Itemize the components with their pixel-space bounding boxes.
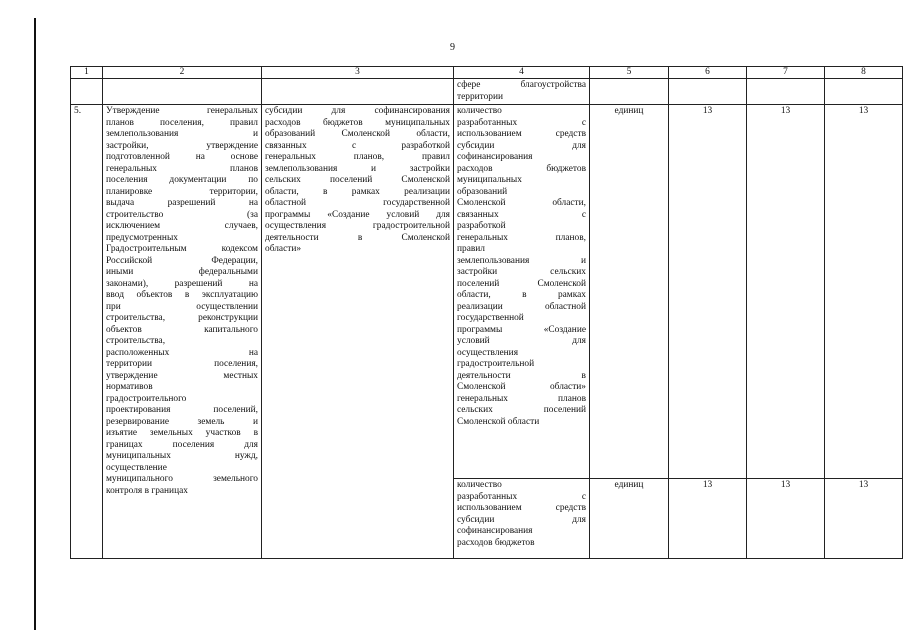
text-line: территории: [457, 91, 504, 102]
column-header: 7: [747, 67, 825, 79]
continuation-row: [71, 79, 903, 105]
text-line: Утверждение генеральных: [106, 106, 258, 116]
text-line: планировке территории,: [106, 186, 258, 197]
column-number-row: [71, 67, 903, 79]
text-line: выдача разрешений на: [106, 198, 258, 208]
text-line: ввод объектов в эксплуатацию: [106, 290, 258, 300]
text-line: разработкой: [457, 221, 506, 231]
row-number: 5.: [71, 105, 103, 559]
indicator-description: [454, 479, 590, 559]
authority-description: [103, 105, 262, 559]
text-line: муниципальных: [457, 175, 522, 185]
text-line: программы «Создание: [457, 324, 586, 335]
indicator-description: [454, 105, 590, 479]
text-line: образований Смоленской области,: [265, 129, 450, 139]
value-cell: 13: [669, 105, 747, 479]
text-line: государственной: [457, 313, 524, 323]
column-header: 6: [669, 67, 747, 79]
text-line: Смоленской области,: [457, 198, 586, 208]
text-line: правил: [457, 244, 485, 254]
text-line: сельских поселений Смоленской: [265, 175, 450, 185]
text-line: Смоленской области»: [457, 382, 586, 392]
column-header: 5: [590, 67, 669, 79]
text-line: проектирования поселений,: [106, 405, 258, 415]
text-line: контроля в границах: [106, 485, 188, 496]
page-number: 9: [450, 42, 455, 53]
text-line: муниципального земельного: [106, 474, 258, 484]
text-line: Российской Федерации,: [106, 255, 258, 266]
unit-cell: единиц: [590, 105, 669, 479]
text-line: изъятие земельных участков в: [106, 428, 258, 438]
text-line: софинансирования: [457, 152, 533, 162]
text-line: территории поселения,: [106, 359, 258, 369]
text-line: связанных с разработкой: [265, 140, 450, 151]
text-line: субсидии для: [457, 140, 586, 151]
text-line: области»: [265, 244, 302, 254]
text-line: иными федеральными: [106, 267, 258, 277]
text-line: нормативов: [106, 382, 153, 392]
value-cell: 13: [825, 105, 903, 479]
text-line: реализации областной: [457, 301, 586, 312]
text-line: использованием средств: [457, 129, 586, 139]
text-line: планов поселения, правил: [106, 117, 258, 128]
text-line: связанных с: [457, 209, 586, 220]
text-line: сфере благоустройства: [457, 80, 586, 90]
text-line: количество: [457, 480, 502, 490]
text-line: осуществления: [457, 347, 519, 358]
text-line: разработанных с: [457, 117, 586, 128]
text-line: субсидии для софинансирования: [265, 106, 450, 116]
binding-margin-line: [34, 18, 36, 630]
text-line: генеральных планов, правил: [265, 152, 450, 162]
value-cell: 13: [747, 479, 825, 559]
text-line: софинансирования: [457, 526, 533, 536]
text-line: областной государственной: [265, 198, 450, 208]
text-line: градостроительного: [106, 393, 187, 404]
value-cell: 13: [747, 105, 825, 479]
text-line: землепользования и: [457, 255, 586, 266]
text-line: генеральных планов,: [457, 232, 586, 243]
text-line: использованием средств: [457, 503, 586, 513]
text-line: землепользования и: [106, 129, 258, 139]
text-line: объектов капитального: [106, 324, 258, 335]
subsidy-description: [262, 105, 454, 559]
text-line: при осуществлении: [106, 301, 258, 312]
column-header: 2: [103, 67, 262, 79]
table-row-5a: [71, 105, 903, 479]
column-header: 4: [454, 67, 590, 79]
text-line: границах поселения для: [106, 439, 258, 450]
text-line: области, в рамках реализации: [265, 186, 450, 197]
column-header: 3: [262, 67, 454, 79]
text-line: осуществления градостроительной: [265, 221, 450, 231]
text-line: Градостроительным кодексом: [106, 244, 258, 254]
text-line: количество: [457, 106, 502, 116]
text-line: расходов бюджетов: [457, 163, 586, 174]
text-line: муниципальных нужд,: [106, 451, 258, 461]
text-line: градостроительной: [457, 359, 535, 369]
column-header: 1: [71, 67, 103, 79]
text-line: предусмотренных: [106, 232, 178, 243]
text-line: генеральных планов: [106, 163, 258, 174]
indicators-table: [70, 66, 903, 559]
text-line: застройки сельских: [457, 267, 586, 277]
text-line: застройки, утверждение: [106, 140, 258, 151]
text-line: законами), разрешений на: [106, 278, 258, 289]
column-header: 8: [825, 67, 903, 79]
text-line: образований: [457, 186, 508, 197]
text-line: Смоленской области: [457, 416, 540, 427]
text-line: области, в рамках: [457, 290, 586, 300]
text-line: поселений Смоленской: [457, 278, 586, 289]
text-line: расходов бюджетов муниципальных: [265, 117, 450, 128]
text-line: поселения документации по: [106, 175, 258, 185]
text-line: осуществление: [106, 462, 167, 473]
text-line: деятельности в Смоленской: [265, 232, 450, 243]
text-line: разработанных с: [457, 491, 586, 502]
text-line: программы «Создание условий для: [265, 209, 450, 220]
continuation-indicator-text: [454, 79, 590, 105]
text-line: землепользования и застройки: [265, 163, 450, 174]
text-line: условий для: [457, 336, 586, 346]
value-cell: 13: [669, 479, 747, 559]
text-line: строительства, реконструкции: [106, 313, 258, 323]
text-line: подготовленной на основе: [106, 152, 258, 162]
text-line: исключением случаев,: [106, 221, 258, 231]
text-line: строительства,: [106, 336, 166, 346]
text-line: строительство (за: [106, 209, 258, 220]
text-line: резервирование земель и: [106, 416, 258, 427]
text-line: деятельности в: [457, 370, 586, 381]
text-line: субсидии для: [457, 514, 586, 525]
text-line: утверждение местных: [106, 370, 258, 381]
text-line: расположенных на: [106, 347, 258, 358]
unit-cell: единиц: [590, 479, 669, 559]
text-line: генеральных планов: [457, 393, 586, 404]
text-line: расходов бюджетов: [457, 537, 535, 548]
value-cell: 13: [825, 479, 903, 559]
text-line: сельских поселений: [457, 405, 586, 415]
